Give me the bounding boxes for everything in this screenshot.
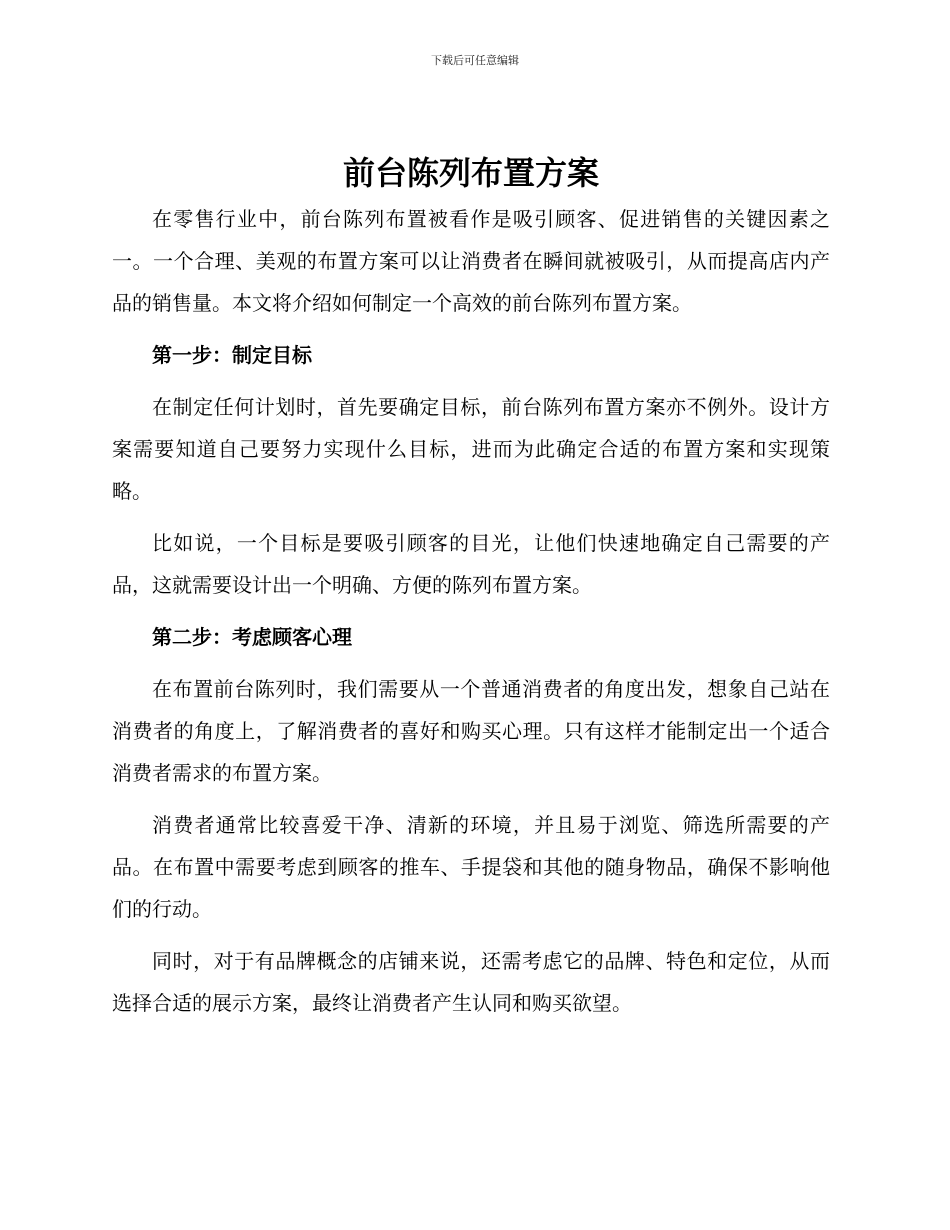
step2-paragraph-1: 在布置前台陈列时，我们需要从一个普通消费者的角度出发，想象自己站在消费者的角度上，了解消费者的喜好和购买心理。只有这样才能制定出一个适合消费者需求的布置方案。 <box>112 677 830 785</box>
intro-paragraph: 在零售行业中，前台陈列布置被看作是吸引顾客、促进销售的关键因素之一。一个合理、美观的布置方案可以让消费者在瞬间就被吸引，从而提高店内产品的销售量。本文将介绍如何制定一个高效的前台陈列布置方案。 <box>112 207 830 315</box>
header-note: 下载后可任意编辑 <box>431 54 519 67</box>
step2-paragraph-3: 同时，对于有品牌概念的店铺来说，还需考虑它的品牌、特色和定位，从而选择合适的展示方案，最终让消费者产生认同和购买欲望。 <box>112 949 830 1015</box>
step2-paragraph-2: 消费者通常比较喜爱干净、清新的环境，并且易于浏览、筛选所需要的产品。在布置中需要考虑到顾客的推车、手提袋和其他的随身物品，确保不影响他们的行动。 <box>112 813 830 921</box>
step1-paragraph-2: 比如说，一个目标是要吸引顾客的目光，让他们快速地确定自己需要的产品，这就需要设计出一个明确、方便的陈列布置方案。 <box>112 531 830 597</box>
document-title: 前台陈列布置方案 <box>342 154 599 192</box>
step2-heading: 第二步：考虑顾客心理 <box>152 625 352 649</box>
document-body <box>112 148 830 1024</box>
step1-heading: 第一步：制定目标 <box>152 343 312 367</box>
step1-paragraph-1: 在制定任何计划时，首先要确定目标，前台陈列布置方案亦不例外。设计方案需要知道自己要努力实现什么目标，进而为此确定合适的布置方案和实现策略。 <box>112 395 830 503</box>
